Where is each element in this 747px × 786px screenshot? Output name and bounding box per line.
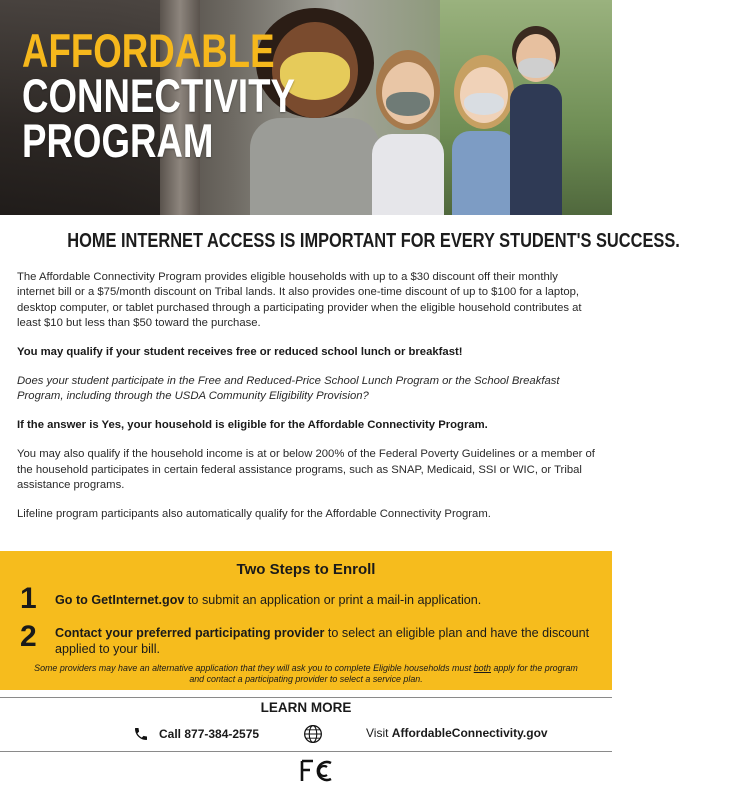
eligible-answer-paragraph: If the answer is Yes, your household is eligible for the Affordable Connectivity Program.	[17, 419, 488, 432]
hero-photo-student	[372, 50, 444, 215]
divider	[0, 751, 612, 752]
phone-number[interactable]: Call 877-384-2575	[159, 727, 260, 741]
learn-more-heading: LEARN MORE	[260, 700, 352, 715]
enroll-steps-heading: Two Steps to Enroll	[236, 561, 376, 578]
phone-contact[interactable]	[133, 726, 259, 742]
step-number: 2	[20, 620, 37, 653]
hero-banner	[0, 0, 612, 215]
lunch-question-paragraph: Does your student participate in the Free and Reduced-Price School Lunch Program or the School Breakfast Program, including through the USDA Community Eligibility Provision?	[17, 375, 560, 403]
page-headline: HOME INTERNET ACCESS IS IMPORTANT FOR EVERY STUDENT'S SUCCESS.	[67, 230, 680, 252]
lifeline-paragraph: Lifeline program participants also automatically qualify for the Affordable Connectivity Program.	[17, 507, 491, 520]
title-line-connectivity: CONNECTIVITY	[22, 69, 295, 123]
step-text: Go to GetInternet.gov to submit an application or print a mail-in application.	[55, 593, 482, 607]
getinternet-link[interactable]: Go to GetInternet.gov	[55, 593, 185, 607]
hero-photo-student	[452, 55, 516, 215]
step-number: 1	[20, 582, 37, 615]
globe-icon	[303, 724, 323, 744]
step-text: Contact your preferred participating provider to select an eligible plan and have the discount applied to your bill.	[55, 626, 590, 656]
providers-note: Some providers may have an alternative application that they will ask you to complete Eligible households must both apply for the program and contact a participating provider to select a service plan.	[34, 663, 578, 684]
fcc-logo	[298, 758, 338, 784]
divider	[0, 697, 612, 698]
phone-icon	[133, 726, 149, 742]
lunch-qualify-paragraph: You may qualify if your student receives free or reduced school lunch or breakfast!	[17, 346, 463, 359]
income-qualify-paragraph: You may also qualify if the household income is at or below 200% of the Federal Poverty Guidelines or a member of the household participates in certain federal assistance programs, such as SNAP, Medicaid, SSI or WIC, or Tribal assistance programs.	[17, 448, 595, 492]
intro-paragraph: The Affordable Connectivity Program provides eligible households with up to a $30 discount off their monthly internet bill or a $75/month discount on Tribal lands. It also provides one-time discount of up to $100 for a laptop, desktop computer, or tablet purchased through a participating provider when the eligible household contributes at least $10 but less than $50 toward the purchase.	[17, 271, 582, 330]
hero-photo-student	[508, 26, 564, 215]
title-line-affordable: AFFORDABLE	[22, 24, 275, 77]
program-title	[22, 24, 372, 168]
body-content	[17, 270, 597, 536]
website-link[interactable]: AffordableConnectivity.gov	[391, 726, 548, 740]
website-contact: Visit AffordableConnectivity.gov	[366, 726, 548, 740]
title-line-program: PROGRAM	[22, 114, 214, 168]
